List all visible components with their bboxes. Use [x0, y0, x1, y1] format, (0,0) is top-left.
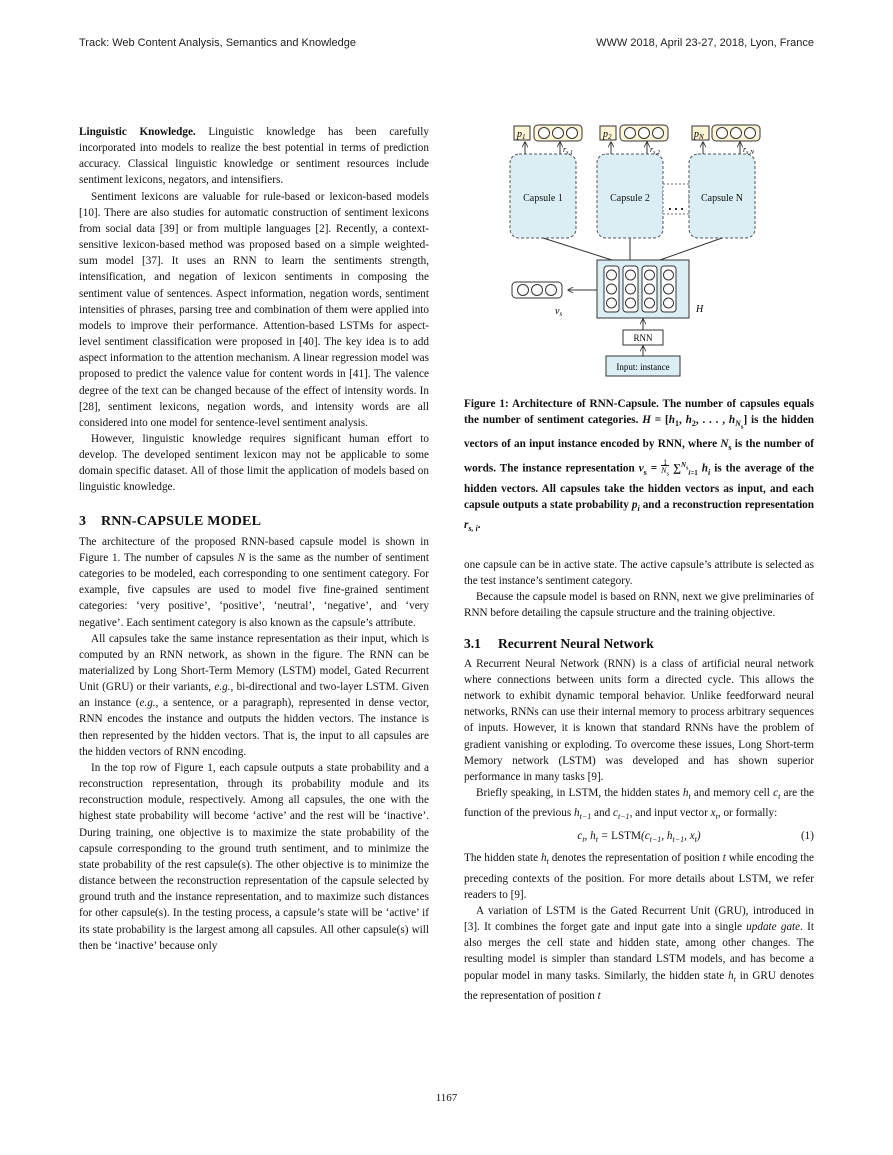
r2-sub: s,2: [653, 150, 660, 156]
paragraph-linguistic-limitations: However, linguistic knowledge requires significant human effort to develop. The developed sentiment lexicon may not be applicable to some domain specific dataset. All of those limit the application of models based on linguistic knowledge.: [79, 432, 429, 494]
svg-text:vs: [555, 306, 562, 318]
run-in-heading: Linguistic Knowledge.: [79, 126, 196, 138]
capsule-1: [510, 125, 582, 238]
paragraph-rnn-intro: A Recurrent Neural Network (RNN) is a class of artificial neural network where connections between units form a directed cycle. This allows the network to exhibit dynamic temporal behavior. Unlike feedforward neural networks, RNNs can use their internal memory to process arbitrary sequences of inputs. However, it is known that standard RNNs have the problem of gradient vanishing or exploding. To overcome these issues, Long Short-term Memory network (LSTM) was developed and has shown superior performance in many tasks [9].: [464, 657, 814, 783]
rn-sub: s,N: [746, 150, 754, 156]
figure-caption: Figure 1: Architecture of RNN-Capsule. The number of capsules equals the number of sentiment categories. $H = [h_1$, $h_2$, . . . , $h_{N_s}$] is the hidden vectors of an input instance encoded by RNN, where $N_s$ is the number of words. The instance representation $v_s = 1$ $N_s$ ∑$^{N_s}_{i=1}$ $h_i$ is the average of the hidden vectors. All capsules take the hidden vectors as input, and each capsule outputs a state probability $p_i$ and a reconstruction representation $r_{s, i}$.: [464, 398, 815, 534]
vs-sub: s: [559, 310, 563, 318]
equation-number: (1): [800, 829, 814, 842]
paragraph-linguistic-knowledge: Linguistic Knowledge. Linguistic knowledge has been carefully incorporated into models to realize the best potential in terms of prediction accuracy. Classical linguistic knowledge or sentiment resources include sentiment lexicons, negators, and intensifiers.: [79, 126, 429, 187]
instance-representation-vs: [512, 282, 597, 318]
vs-label: v: [555, 306, 560, 317]
paragraph-hidden-state: The hidden state $h_t$ denotes the representation of position t while encoding the preceding contexts of the position. For more details about LSTM, we refer readers to [9].: [464, 852, 815, 901]
paragraph-active-capsule: one capsule can be in active state. The active capsule’s attribute is selected as the test instance’s sentiment category.: [464, 559, 814, 588]
capsule-1-label: Capsule 1: [523, 193, 563, 204]
p1-sub: 1: [522, 133, 526, 141]
p2-label: p: [603, 129, 608, 140]
capsule-n-label: Capsule N: [701, 193, 743, 204]
paragraph-sentiment-lexicons: Sentiment lexicons are valuable for rule-based or lexicon-based models [10]. There are also studies for automatic construction of sentiment lexicons from social data [39] or from multiple languages [2]. Recently, a context-sensitive lexicon-based method was proposed based on a simple weighted-sum model [37]. It uses an RNN to learn the sentiments strength, intensification, and negation of lexicon sentiments in composing the sentiment value of sentences. Aspect information, negation words, sentiment intensities of phrases, parsing tree and combination of them were applied into models to improve their performance. Attention-based LSTMs for aspect-level sentiment classification were proposed in [40]. The key idea is to add aspect information to the attention mechanism. A linear regression model was proposed to predict the valence value for content words in [41]. The valence degree of the text can be changed because of the effect of intensity words. In [28], sentiment lexicons, negation words, and intensity words are all considered into one model for sentence-level sentiment analysis.: [79, 190, 429, 429]
hidden-vectors-h: [597, 260, 704, 318]
h-label: H: [696, 304, 704, 315]
paragraph-architecture: The architecture of the proposed RNN-based capsule model is shown in Figure 1. The number of capsules N is the same as the number of sentiment categories to be modeled, each corresponding to one sentiment category. For example, five capsules are used to model five fine-grained sentiment categories: ‘very positive’, ‘positive’, ‘neutral’, ‘negative’, and ‘very negative’. Each sentiment category is also known as the capsule’s attribute.: [79, 535, 429, 629]
paragraph-capsule-output: In the top row of Figure 1, each capsule outputs a state probability and a reconstruction representation, through its probability module and its reconstruction module, respectively. Among all capsules, the one with the highest state probability will become ‘active’ and the rest will be ‘inactive’. During training, one objective is to maximize the state probability of the capsule corresponding to the ground truth sentiment, and to minimize the state probability of the rest capsule(s). The other objective is to minimize the distance between the reconstruction representation of the capsule selected by ground truth and the instance representation, and to maximize such distances for other capsule(s). In the testing process, a capsule’s state will be ‘active’ if its state probability is the largest among all capsules. All other capsule(s) will then be ‘inactive’ because only: [79, 761, 429, 952]
rnn-label: RNN: [633, 333, 653, 343]
r1-sub: s,1: [566, 150, 573, 156]
paragraph-capsule-input: All capsules take the same instance representation as their input, which is computed by an RNN network, as shown in the figure. The RNN can be materialized by Long Short-Term Memory (LSTM) model, Gated Recurrent Unit (GRU) or their variants, e.g., bi-directional and two-layer LSTM. Given an instance (e.g., a sentence, or a paragraph), represented in dense vector, RNN encodes the instance and outputs the hidden vectors. The instance is then represented by the hidden vectors. That is, the input to all capsules are the hidden vectors of RNN encoding.: [79, 632, 429, 758]
pn-label: p: [694, 129, 699, 140]
paragraph-gru: A variation of LSTM is the Gated Recurrent Unit (GRU), introduced in [3]. It combines the forget gate and input gate into a single update gate. It also merges the cell state and hidden state, among other changes. The resulting model is simpler than standard LSTM models, and has become a popular model in many tasks. Similarly, the hidden state $h_t$ in GRU denotes the representation of position t: [464, 904, 815, 1002]
capsule-2: [597, 125, 668, 238]
input-label: Input: instance: [616, 362, 670, 372]
equation-1: $c_t$, $h_t$ = $LSTM(c_{t-1}$, $h_{t-1}$, $x_t$) (1): [577, 829, 814, 845]
capsule-n: [689, 125, 760, 238]
p2-sub: 2: [608, 133, 612, 141]
paragraph-preliminaries: Because the capsule model is based on RNN, next we give preliminaries of RNN before detailing the capsule structure and the training objective.: [464, 591, 814, 620]
r2-label: r: [650, 145, 654, 154]
p1-label: p: [517, 129, 522, 140]
rn-label: r: [743, 145, 747, 154]
r1-label: r: [563, 145, 567, 154]
section-heading: 3 RNN-CAPSULE MODEL: [79, 513, 262, 529]
capsule-ellipsis: …: [667, 194, 685, 214]
running-header-left: Track: Web Content Analysis, Semantics and Knowledge: [79, 37, 356, 49]
right-column: [464, 557, 814, 1004]
pn-sub: N: [699, 133, 704, 141]
running-header-right: WWW 2018, April 23-27, 2018, Lyon, France: [596, 37, 814, 49]
paragraph-lstm-states: Briefly speaking, in LSTM, the hidden states $h_t$ and memory cell $c_t$ are the function of the previous $h_{t-1}$ and $c_{t-1}$, and input vector $x_t$, or formally:: [464, 787, 815, 822]
capsule-2-label: Capsule 2: [610, 193, 650, 204]
figure-rnn-capsule-architecture: [500, 120, 780, 380]
page-number: 1167: [435, 1092, 458, 1104]
subsection-heading: 3.1 Recurrent Neural Network: [464, 635, 654, 651]
left-column: [79, 124, 429, 954]
